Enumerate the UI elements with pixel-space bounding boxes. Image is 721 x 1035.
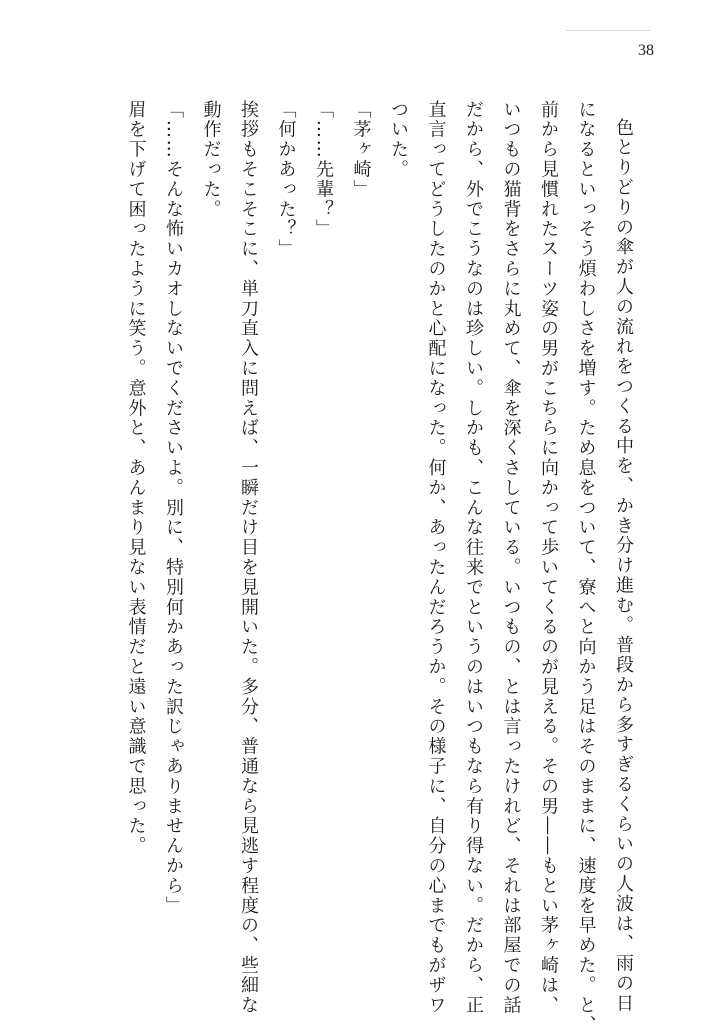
text-line: になるといっそう煩わしさを増す。ため息をついて、寮へと向かう足はそのままに、速度を早めた。と、 (575, 100, 597, 1035)
dialogue-line: 「……そんな怖いカオしないでくださいよ。別に、特別何かあった訳じゃありませんから」 (163, 100, 184, 916)
dialogue-line: 「……先輩？」 (313, 100, 334, 240)
dialogue-line: 「茅ヶ崎」 (350, 100, 372, 200)
dialogue-line: 「何かあった？」 (275, 100, 297, 260)
text-line: 前から見慣れたスーツ姿の男がこちらに向かって歩いてくるのが見える。その男――もとい茅ヶ崎は、 (538, 100, 559, 1016)
text-line: 直言ってどうしたのかと心配になった。何か、あったんだろうか。その様子に、自分の心までもがザワ (425, 100, 447, 1016)
text-line: いつもの猫背をさらに丸めて、傘を深くさしている。いつもの、とは言ったけれど、それは部屋での話 (500, 100, 522, 1016)
text-line: 眉を下げて困ったように笑う。意外と、あんまり見ない表情だと遠い意識で思った。 (125, 100, 147, 857)
text-line: ついた。 (388, 100, 409, 180)
vertical-body-text (96, 100, 642, 1035)
page-number: 38 (638, 42, 654, 59)
text-line: 動作だった。 (200, 100, 222, 220)
text-line: だから、外でこうなのは珍しい。しかも、こんな往来でというのはいつもなら有り得ない。だから、正 (463, 100, 484, 1016)
text-line: 挨拶もそこそこに、単刀直入に問えば、一瞬だけ目を見開いた。多分、普通なら見逃す程度の、些細な (238, 100, 259, 1016)
header-rule (565, 30, 650, 31)
text-line: 色とりどりの傘が人の流れをつくる中を、かき分け進む。普段から多すぎるくらいの人波は、雨の日 (613, 118, 634, 1014)
